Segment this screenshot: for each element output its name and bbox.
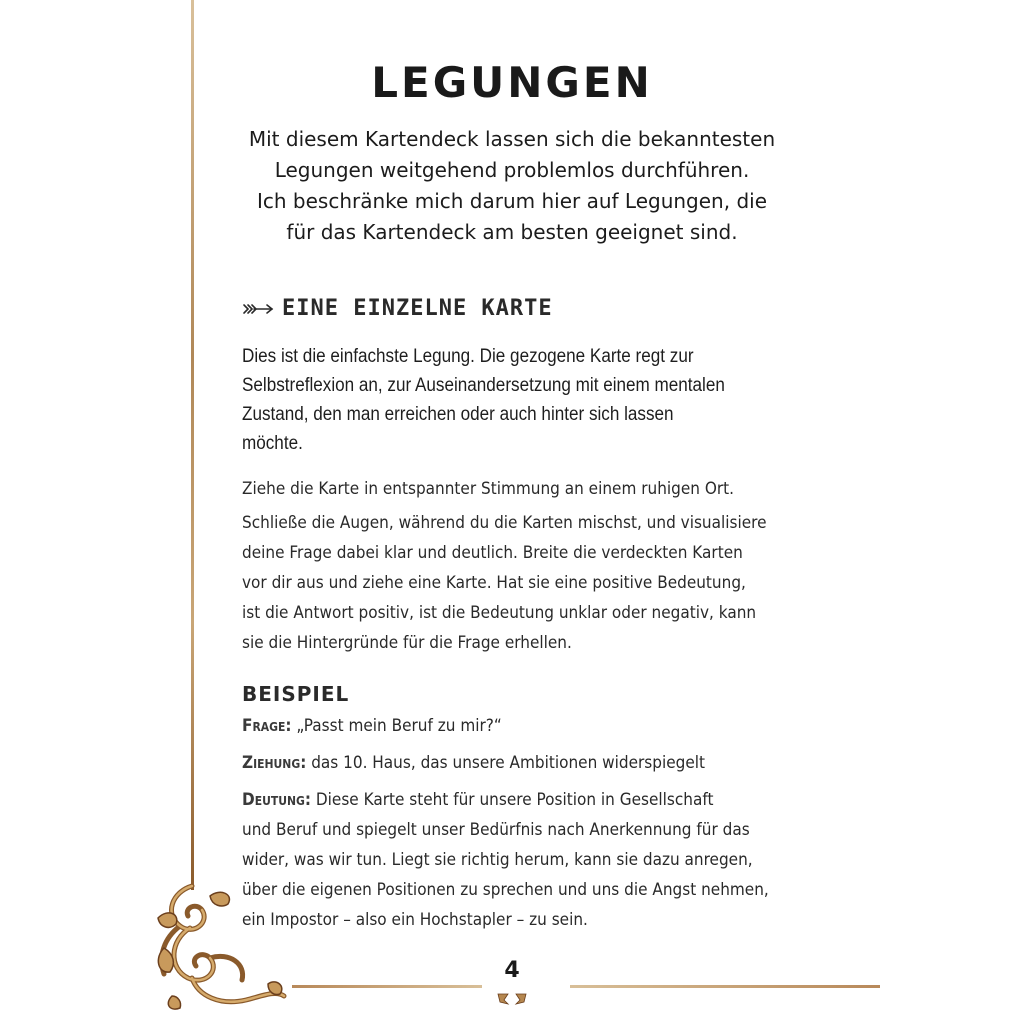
frame-border-left [191, 0, 194, 890]
body-paragraph-1 [242, 474, 818, 504]
example-frage [242, 711, 818, 741]
ziehung-text: das 10. Haus, das unsere Ambitionen widerspiegelt [311, 753, 706, 773]
page-number: 4 [504, 958, 520, 983]
intro-line: Ich beschränke mich darum hier auf Legungen, die [257, 189, 767, 213]
page-ornament-icon [494, 992, 530, 1006]
body-line: Schließe die Augen, während du die Karten mischst, und visualisiere [242, 513, 767, 533]
body-paragraph-2 [242, 508, 818, 658]
body-line: sie die Hintergründe für die Frage erhellen. [242, 633, 572, 653]
page-title: LEGUNGEN [371, 58, 653, 107]
body-line: Ziehe die Karte in entspannter Stimmung an einem ruhigen Ort. [242, 479, 735, 499]
deutung-line: wider, was wir tun. Liegt sie richtig herum, kann sie dazu anregen, [242, 850, 753, 870]
body-line: deine Frage dabei klar und deutlich. Breite die verdeckten Karten [242, 543, 743, 563]
lead-line: Zustand, den man erreichen oder auch hinter sich lassen [242, 404, 674, 425]
example-deutung [242, 785, 818, 935]
deutung-line: über die eigenen Positionen zu sprechen und uns die Angst nehmen, [242, 880, 769, 900]
frame-border-bottom-left [292, 985, 482, 988]
lead-line: Selbstreflexion an, zur Auseinandersetzung mit einem mentalen [242, 375, 725, 396]
frage-label: Frage: [242, 716, 292, 736]
deutung-line: und Beruf und spiegelt unser Bedürfnis nach Anerkennung für das [242, 820, 750, 840]
ziehung-label: Ziehung: [242, 753, 307, 773]
lead-paragraph [242, 342, 746, 458]
intro-line: für das Kartendeck am besten geeignet sind. [286, 220, 738, 244]
deutung-label: Deutung: [242, 790, 312, 810]
intro-line: Mit diesem Kartendeck lassen sich die bekanntesten [248, 127, 776, 151]
arrow-icon [242, 302, 274, 316]
lead-line: möchte. [242, 433, 303, 454]
body-line: vor dir aus und ziehe eine Karte. Hat sie eine positive Bedeutung, [242, 573, 746, 593]
frage-text: „Passt mein Beruf zu mir?“ [296, 716, 502, 736]
section-title: EINE EINZELNE KARTE [282, 296, 553, 321]
deutung-text: Diese Karte steht für unsere Position in Gesellschaft [315, 790, 714, 810]
example-ziehung [242, 748, 818, 778]
intro-line: Legungen weitgehend problemlos durchführen. [274, 158, 750, 182]
deutung-line: ein Impostor – also ein Hochstapler – zu sein. [242, 910, 588, 930]
body-line: ist die Antwort positiv, ist die Bedeutung unklar oder negativ, kann [242, 603, 757, 623]
frame-border-bottom-right [570, 985, 880, 988]
lead-line: Dies ist die einfachste Legung. Die gezogene Karte regt zur [242, 346, 694, 367]
example-heading: BEISPIEL [242, 682, 350, 706]
section-heading [242, 296, 553, 321]
intro-text [220, 124, 804, 248]
